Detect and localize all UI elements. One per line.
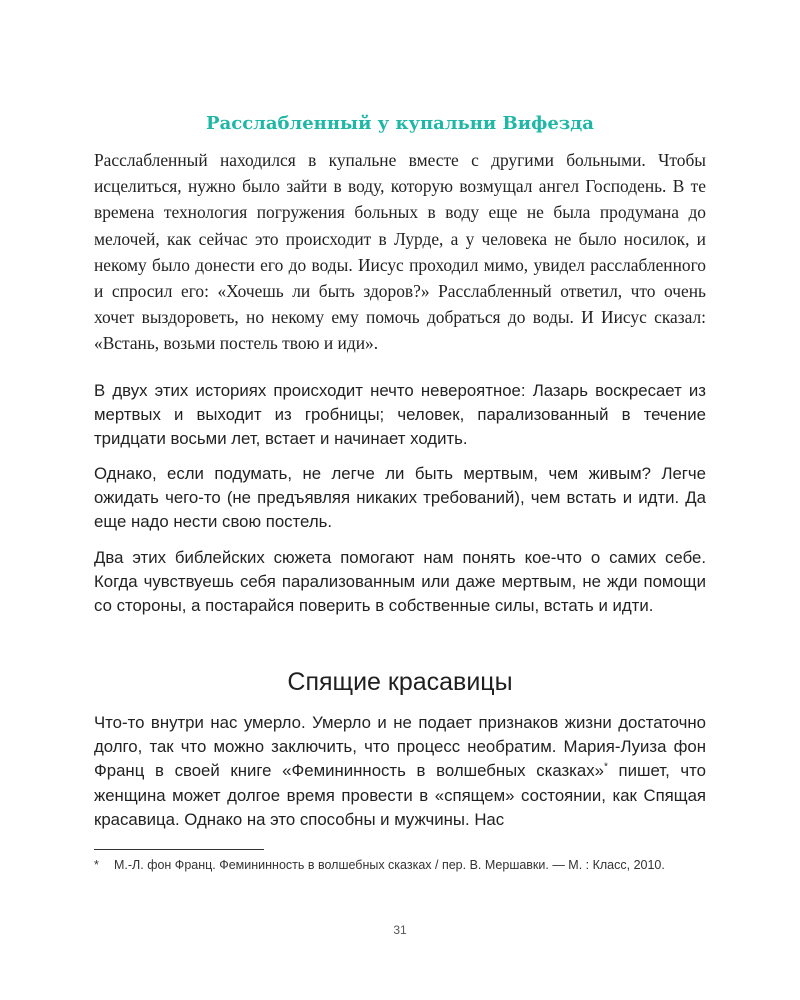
body-paragraph-4 <box>94 711 706 832</box>
footnote-mark: * <box>94 858 99 872</box>
paragraph-text-after-note: пишет, что женщина может долгое время провести в «спящем» состоянии, как Спящая красавица. Однако на это способны и мужчины. Нас <box>94 761 706 829</box>
footnote-text: М.-Л. фон Франц. Фемининность в волшебных сказках / пер. В. Мершавки. — М. : Класс, 2010. <box>114 858 665 872</box>
footnote-reference[interactable]: * <box>603 761 608 773</box>
section-heading: Спящие красавицы <box>287 668 513 696</box>
footnote <box>94 857 706 873</box>
body-paragraph-2: Однако, если подумать, не легче ли быть мертвым, чем живым? Легче ожидать чего-то (не предъявляя никаких требований), чем встать и идти. Да еще надо нести свою постель. <box>94 464 706 532</box>
page-number: 31 <box>393 923 407 937</box>
body-paragraph-3: Два этих библейских сюжета помогают нам понять кое-что о самих себе. Когда чувствуешь себя парализованным или даже мертвым, не жди помощи со стороны, а постарайся поверить в собственные силы, встать и идти. <box>94 548 706 616</box>
body-paragraph-1: В двух этих историях происходит нечто невероятное: Лазарь воскресает из мертвых и выходит из гробницы; человек, парализованный в течение тридцати восьми лет, встает и начинает ходить. <box>94 381 706 449</box>
story-paragraph: Расслабленный находился в купальне вместе с другими больными. Чтобы исцелиться, нужно было зайти в воду, которую возмущал ангел Господень. В те времена технология погружения больных в воду еще не была продумана до мелочей, как сейчас это происходит в Лурде, а у человека не было носилок, и некому было донести его до воды. Иисус проходил мимо, увидел расслабленного и спросил его: «Хочешь ли быть здоров?» Расслабленный ответил, что очень хочет выздороветь, но некому ему помочь добраться до воды. И Иисус сказал: «Встань, возьми постель твою и иди». <box>94 150 706 354</box>
paragraph-text-before-note: Что-то внутри нас умерло. Умерло и не подает признаков жизни достаточно долго, так что можно заключить, что процесс необратим. Мария-Луиза фон Франц в своей книге «Фемининность в волшебных сказках» <box>94 713 706 781</box>
story-title: Расслабленный у купальни Вифезда <box>206 113 594 134</box>
footnote-divider <box>94 849 264 850</box>
